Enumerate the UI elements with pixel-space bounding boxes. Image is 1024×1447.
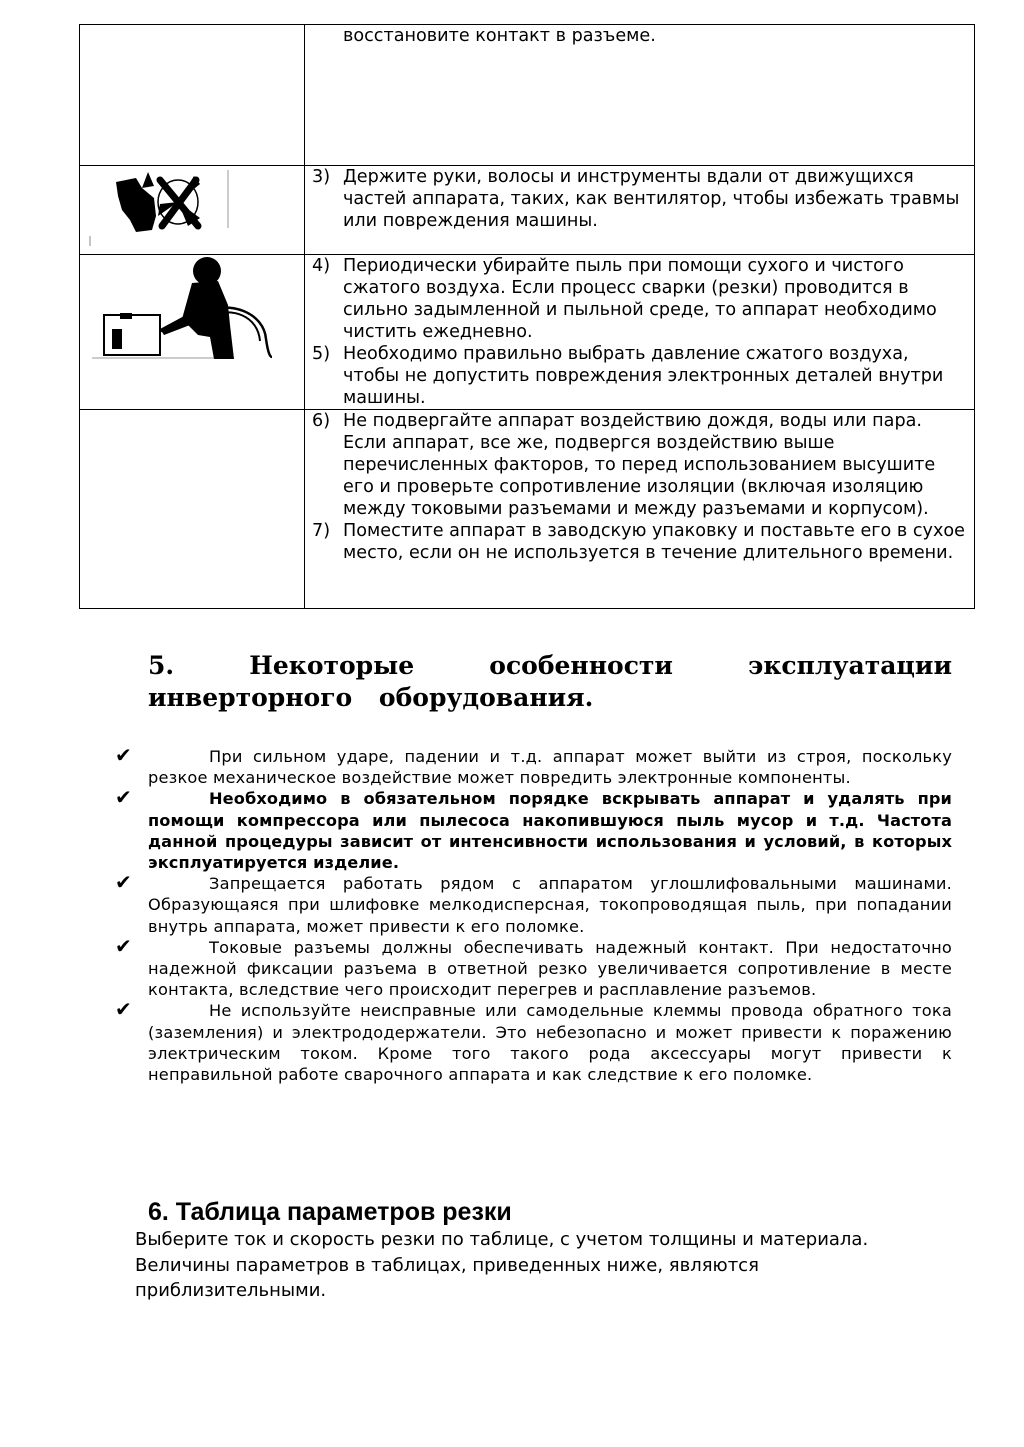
text-cell bbox=[305, 166, 975, 255]
operation-features-list bbox=[115, 743, 952, 1085]
item-number: 7) bbox=[312, 521, 331, 541]
item-text: Не используйте неисправные или самодельные клеммы провода обратного тока (заземления) и электрододержатели. Это небезопасно и может привести к поражению электрическим током. Кроме того такого рода аксессуары могут привести к неправильной работе сварочного аппарата и как следствие к его поломке. bbox=[148, 1001, 952, 1085]
checkmark-icon: ✔ bbox=[115, 785, 132, 810]
list-item bbox=[312, 166, 968, 232]
table-row bbox=[80, 25, 975, 166]
table-row bbox=[80, 255, 975, 410]
text-cell bbox=[305, 255, 975, 410]
item-number: 5) bbox=[312, 344, 331, 364]
instruction-list bbox=[305, 255, 974, 409]
person-blowing-dust-icon bbox=[80, 255, 304, 408]
list-item bbox=[312, 343, 968, 409]
item-text: Токовые разъемы должны обеспечивать надежный контакт. При недостаточно надежной фиксации разъема в ответной резко увеличивается сопротивление в месте контакта, вследствие чего происходит перегрев и расплавление разъемов. bbox=[148, 937, 952, 1000]
picture-cell-empty bbox=[80, 25, 305, 166]
item-text: Периодически убирайте пыль при помощи сухого и чистого сжатого воздуха. Если процесс сварки (резки) проводится в сильно задымленной и пыльной среде, то аппарат необходимо чистить ежедневно. bbox=[343, 256, 937, 342]
item-text: Держите руки, волосы и инструменты вдали от движущихся частей аппарата, таких, как вентилятор, чтобы избежать травмы или повреждения машины. bbox=[343, 167, 960, 231]
text-cell bbox=[305, 410, 975, 609]
table-row bbox=[80, 166, 975, 255]
picture-cell bbox=[80, 255, 305, 410]
checkmark-icon: ✔ bbox=[115, 933, 132, 958]
picture-cell bbox=[80, 166, 305, 255]
item-number: 4) bbox=[312, 256, 331, 276]
safety-instructions-table bbox=[79, 24, 975, 609]
item-text: Необходимо в обязательном порядке вскрывать аппарат и удалять при помощи компрессора или пылесоса накопившуюся пыль мусор и т.д. Частота данной процедуры зависит от интенсивности использования и условий, в которых эксплуатируется изделие. bbox=[148, 789, 952, 873]
list-item bbox=[115, 997, 952, 1085]
item-text: Поместите аппарат в заводскую упаковку и поставьте его в сухое место, если он не используется в течение длительного времени. bbox=[343, 521, 965, 563]
picture-cell-empty bbox=[80, 410, 305, 609]
list-item bbox=[115, 933, 952, 1001]
item-text: Не подвергайте аппарат воздействию дождя, воды или пара. Если аппарат, все же, подвергся воздействию выше перечисленных факторов, то перед использованием высушите его и проверьте сопротивление изоляции (включая изоляцию между токовыми разъемами и между разъемами и корпусом). bbox=[343, 411, 936, 519]
table-row bbox=[80, 410, 975, 609]
instruction-list bbox=[305, 166, 974, 232]
item-text: Запрещается работать рядом с аппаратом углошлифовальными машинами. Образующаяся при шлифовке мелкодисперсная, токопроводящая пыль, при попадании внутрь аппарата, может привести к его поломке. bbox=[148, 874, 952, 936]
section-6-heading: 6. Таблица параметров резки bbox=[148, 1198, 512, 1226]
hands-fan-warning-icon bbox=[80, 166, 304, 254]
item-number: 6) bbox=[312, 411, 331, 431]
list-item bbox=[115, 870, 952, 937]
list-item bbox=[115, 743, 952, 788]
list-item bbox=[115, 785, 952, 873]
list-item bbox=[312, 520, 968, 564]
list-item bbox=[312, 410, 968, 520]
item-number: 3) bbox=[312, 167, 331, 187]
item-text: Необходимо правильно выбрать давление сжатого воздуха, чтобы не допустить повреждения электронных деталей внутри машины. bbox=[343, 344, 944, 408]
checkmark-icon: ✔ bbox=[115, 870, 132, 895]
section-5-heading: 5. Некоторые особенности эксплуатации инверторного оборудования. bbox=[148, 651, 952, 712]
text-cell bbox=[305, 25, 975, 166]
list-item bbox=[312, 255, 968, 343]
item-text: При сильном ударе, падении и т.д. аппарат может выйти из строя, поскольку резкое механическое воздействие может повредить электронные компоненты. bbox=[148, 747, 952, 788]
section-6-intro: Выберите ток и скорость резки по таблице, с учетом толщины и материала. Величины параметров в таблицах, приведенных ниже, являются приблизительными. bbox=[135, 1229, 869, 1301]
instruction-list bbox=[305, 410, 974, 564]
checkmark-icon: ✔ bbox=[115, 743, 132, 767]
continuation-text: восстановите контакт в разъеме. bbox=[343, 26, 656, 46]
checkmark-icon: ✔ bbox=[115, 997, 132, 1022]
